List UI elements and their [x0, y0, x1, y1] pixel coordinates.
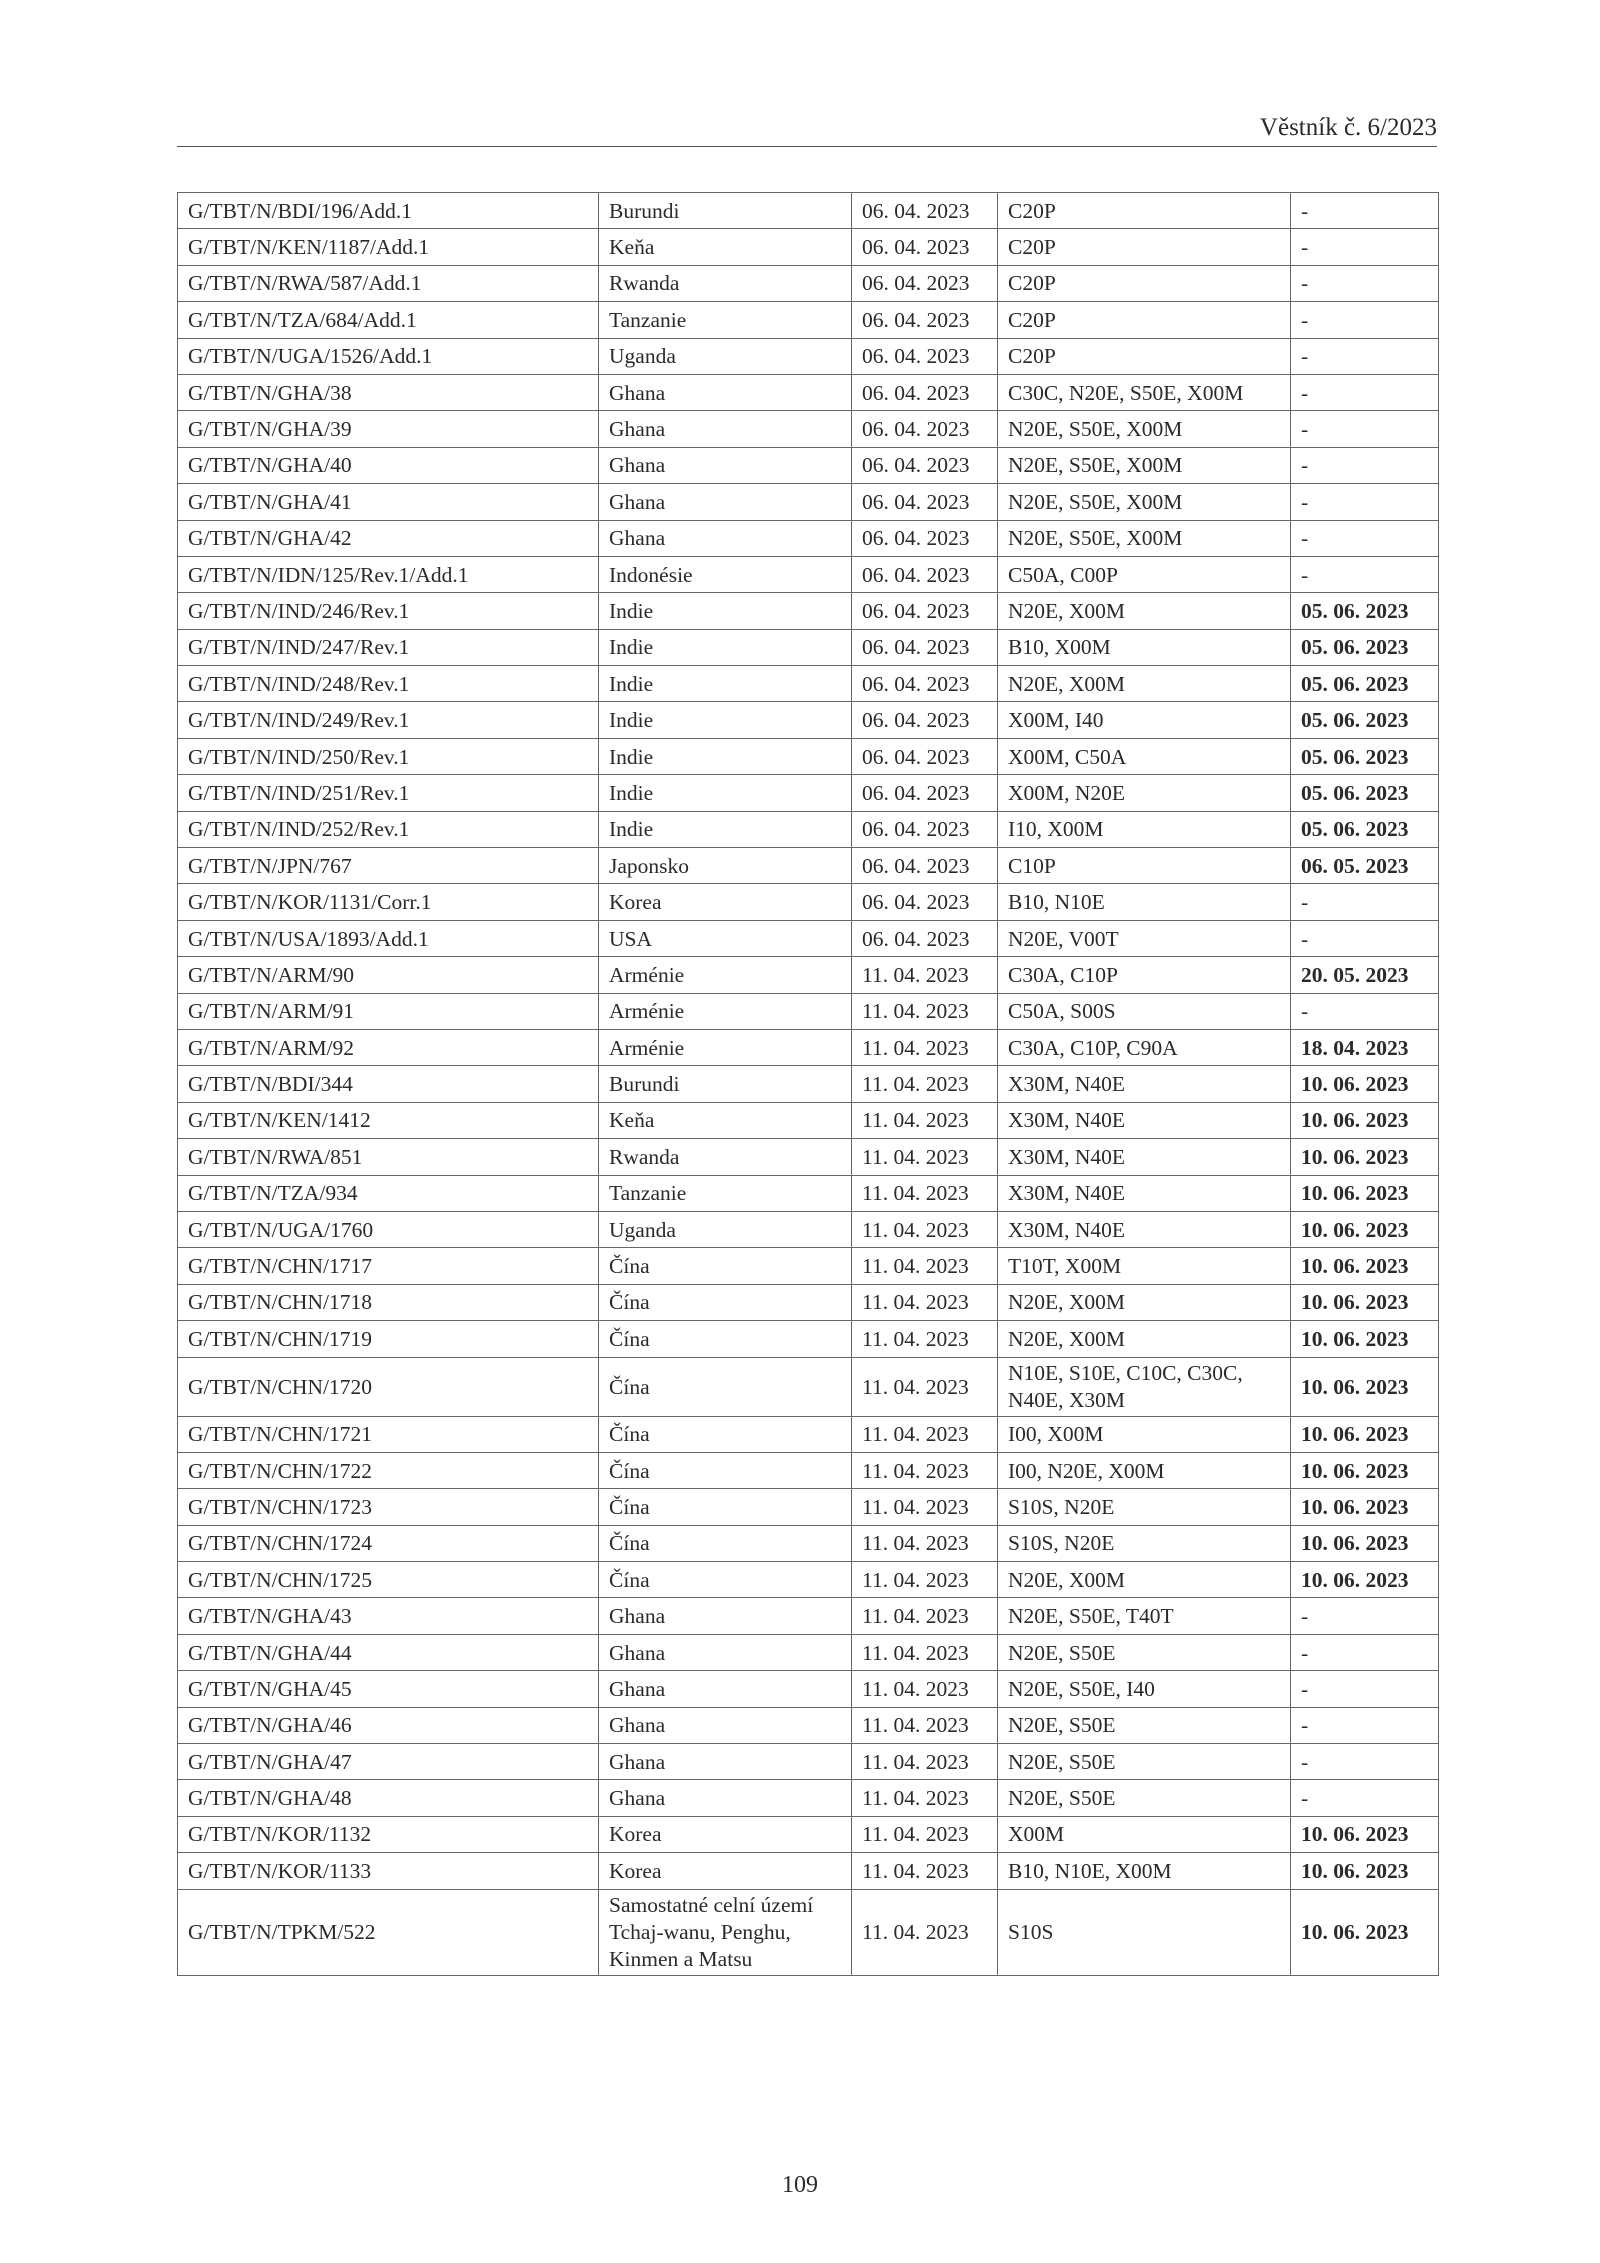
cell-ics-codes: C50A, S00S [998, 993, 1291, 1029]
cell-country: Čína [599, 1284, 852, 1320]
table-row [178, 702, 1439, 738]
cell-country: Čína [599, 1489, 852, 1525]
table-row [178, 1707, 1439, 1743]
cell-notification-date: 06. 04. 2023 [852, 920, 998, 956]
cell-country: Korea [599, 1853, 852, 1889]
table-row [178, 920, 1439, 956]
cell-notification-date: 11. 04. 2023 [852, 1816, 998, 1852]
cell-comment-deadline: - [1291, 520, 1439, 556]
cell-comment-deadline: - [1291, 1744, 1439, 1780]
cell-notification-date: 06. 04. 2023 [852, 484, 998, 520]
cell-document-symbol: G/TBT/N/TZA/934 [178, 1175, 599, 1211]
cell-comment-deadline: 06. 05. 2023 [1291, 848, 1439, 884]
cell-country: Indie [599, 702, 852, 738]
cell-comment-deadline: 05. 06. 2023 [1291, 593, 1439, 629]
cell-country: Čína [599, 1416, 852, 1452]
table-row [178, 1744, 1439, 1780]
cell-comment-deadline: - [1291, 993, 1439, 1029]
cell-country: Ghana [599, 1671, 852, 1707]
cell-ics-codes: B10, N10E [998, 884, 1291, 920]
cell-document-symbol: G/TBT/N/CHN/1724 [178, 1525, 599, 1561]
cell-notification-date: 11. 04. 2023 [852, 1066, 998, 1102]
cell-notification-date: 11. 04. 2023 [852, 1139, 998, 1175]
table-row [178, 193, 1439, 229]
cell-notification-date: 11. 04. 2023 [852, 1029, 998, 1065]
cell-ics-codes: C20P [998, 193, 1291, 229]
table-row [178, 447, 1439, 483]
cell-document-symbol: G/TBT/N/JPN/767 [178, 848, 599, 884]
cell-ics-codes: N20E, S50E [998, 1634, 1291, 1670]
cell-ics-codes: N20E, V00T [998, 920, 1291, 956]
journal-header: Věstník č. 6/2023 [1259, 114, 1437, 141]
cell-notification-date: 06. 04. 2023 [852, 775, 998, 811]
cell-document-symbol: G/TBT/N/KOR/1132 [178, 1816, 599, 1852]
cell-ics-codes: X30M, N40E [998, 1102, 1291, 1138]
table-row [178, 1066, 1439, 1102]
cell-notification-date: 06. 04. 2023 [852, 193, 998, 229]
cell-notification-date: 11. 04. 2023 [852, 1525, 998, 1561]
cell-document-symbol: G/TBT/N/CHN/1717 [178, 1248, 599, 1284]
cell-country: Uganda [599, 1211, 852, 1247]
cell-document-symbol: G/TBT/N/IND/252/Rev.1 [178, 811, 599, 847]
cell-comment-deadline: 05. 06. 2023 [1291, 775, 1439, 811]
table-row [178, 666, 1439, 702]
table-row [178, 1598, 1439, 1634]
table-row [178, 265, 1439, 301]
cell-document-symbol: G/TBT/N/GHA/38 [178, 374, 599, 410]
cell-ics-codes: C30A, C10P [998, 957, 1291, 993]
table-row [178, 775, 1439, 811]
cell-notification-date: 11. 04. 2023 [852, 1744, 998, 1780]
cell-notification-date: 06. 04. 2023 [852, 411, 998, 447]
cell-ics-codes: N20E, X00M [998, 1562, 1291, 1598]
cell-country: Ghana [599, 1707, 852, 1743]
cell-country: Burundi [599, 1066, 852, 1102]
cell-notification-date: 06. 04. 2023 [852, 520, 998, 556]
cell-document-symbol: G/TBT/N/CHN/1721 [178, 1416, 599, 1452]
cell-ics-codes: C20P [998, 302, 1291, 338]
cell-comment-deadline: - [1291, 1780, 1439, 1816]
cell-country: Ghana [599, 1598, 852, 1634]
cell-notification-date: 11. 04. 2023 [852, 1489, 998, 1525]
cell-comment-deadline: 10. 06. 2023 [1291, 1489, 1439, 1525]
table-row [178, 848, 1439, 884]
table-row [178, 1816, 1439, 1852]
cell-country: Čína [599, 1248, 852, 1284]
cell-ics-codes: T10T, X00M [998, 1248, 1291, 1284]
cell-comment-deadline: - [1291, 1634, 1439, 1670]
page-number: 109 [782, 2172, 818, 2198]
cell-country: Indie [599, 775, 852, 811]
cell-document-symbol: G/TBT/N/RWA/851 [178, 1139, 599, 1175]
table-row [178, 1489, 1439, 1525]
cell-document-symbol: G/TBT/N/GHA/39 [178, 411, 599, 447]
cell-comment-deadline: 10. 06. 2023 [1291, 1357, 1439, 1416]
cell-ics-codes: C20P [998, 229, 1291, 265]
cell-notification-date: 06. 04. 2023 [852, 811, 998, 847]
table-row [178, 811, 1439, 847]
cell-ics-codes: C20P [998, 265, 1291, 301]
table-row [178, 1562, 1439, 1598]
cell-comment-deadline: - [1291, 338, 1439, 374]
cell-comment-deadline: 05. 06. 2023 [1291, 666, 1439, 702]
table-row [178, 1284, 1439, 1320]
cell-notification-date: 11. 04. 2023 [852, 1671, 998, 1707]
table-row [178, 411, 1439, 447]
table-row [178, 1029, 1439, 1065]
cell-ics-codes: X30M, N40E [998, 1175, 1291, 1211]
cell-country: Burundi [599, 193, 852, 229]
table-row [178, 1671, 1439, 1707]
cell-ics-codes: B10, X00M [998, 629, 1291, 665]
cell-comment-deadline: 10. 06. 2023 [1291, 1321, 1439, 1357]
cell-country: Čína [599, 1562, 852, 1598]
cell-country: Uganda [599, 338, 852, 374]
cell-comment-deadline: - [1291, 484, 1439, 520]
cell-notification-date: 11. 04. 2023 [852, 993, 998, 1029]
cell-comment-deadline: 10. 06. 2023 [1291, 1284, 1439, 1320]
table-row [178, 957, 1439, 993]
cell-ics-codes: S10S, N20E [998, 1489, 1291, 1525]
cell-comment-deadline: 10. 06. 2023 [1291, 1139, 1439, 1175]
cell-ics-codes: C10P [998, 848, 1291, 884]
cell-document-symbol: G/TBT/N/IND/249/Rev.1 [178, 702, 599, 738]
cell-notification-date: 11. 04. 2023 [852, 1634, 998, 1670]
cell-notification-date: 11. 04. 2023 [852, 1321, 998, 1357]
cell-comment-deadline: 10. 06. 2023 [1291, 1102, 1439, 1138]
cell-document-symbol: G/TBT/N/ARM/90 [178, 957, 599, 993]
cell-ics-codes: X00M [998, 1816, 1291, 1852]
cell-notification-date: 06. 04. 2023 [852, 447, 998, 483]
header-rule [177, 146, 1437, 147]
cell-country: Ghana [599, 374, 852, 410]
cell-notification-date: 11. 04. 2023 [852, 1248, 998, 1284]
cell-ics-codes: N20E, X00M [998, 666, 1291, 702]
cell-country: Čína [599, 1357, 852, 1416]
cell-document-symbol: G/TBT/N/GHA/48 [178, 1780, 599, 1816]
table-row [178, 1357, 1439, 1416]
cell-document-symbol: G/TBT/N/GHA/47 [178, 1744, 599, 1780]
cell-ics-codes: X00M, I40 [998, 702, 1291, 738]
cell-document-symbol: G/TBT/N/BDI/196/Add.1 [178, 193, 599, 229]
cell-document-symbol: G/TBT/N/TPKM/522 [178, 1889, 599, 1975]
cell-comment-deadline: - [1291, 193, 1439, 229]
cell-country: Rwanda [599, 265, 852, 301]
cell-comment-deadline: 10. 06. 2023 [1291, 1889, 1439, 1975]
cell-comment-deadline: - [1291, 447, 1439, 483]
cell-document-symbol: G/TBT/N/USA/1893/Add.1 [178, 920, 599, 956]
cell-ics-codes: C20P [998, 338, 1291, 374]
cell-notification-date: 06. 04. 2023 [852, 556, 998, 592]
cell-ics-codes: X00M, C50A [998, 738, 1291, 774]
table-row [178, 1452, 1439, 1488]
cell-document-symbol: G/TBT/N/ARM/91 [178, 993, 599, 1029]
cell-ics-codes: X30M, N40E [998, 1211, 1291, 1247]
table-row [178, 520, 1439, 556]
cell-comment-deadline: 05. 06. 2023 [1291, 811, 1439, 847]
cell-comment-deadline: 10. 06. 2023 [1291, 1853, 1439, 1889]
cell-ics-codes: C30A, C10P, C90A [998, 1029, 1291, 1065]
cell-document-symbol: G/TBT/N/KEN/1412 [178, 1102, 599, 1138]
cell-comment-deadline: - [1291, 884, 1439, 920]
cell-comment-deadline: - [1291, 229, 1439, 265]
cell-ics-codes: N20E, S50E, X00M [998, 484, 1291, 520]
cell-document-symbol: G/TBT/N/IND/246/Rev.1 [178, 593, 599, 629]
cell-comment-deadline: - [1291, 374, 1439, 410]
cell-country: Tanzanie [599, 302, 852, 338]
cell-comment-deadline: 05. 06. 2023 [1291, 702, 1439, 738]
cell-country: USA [599, 920, 852, 956]
cell-notification-date: 11. 04. 2023 [852, 1889, 998, 1975]
table-row [178, 629, 1439, 665]
cell-ics-codes: N20E, S50E [998, 1707, 1291, 1743]
table-row [178, 884, 1439, 920]
table-row [178, 1525, 1439, 1561]
table-row [178, 593, 1439, 629]
table-row [178, 484, 1439, 520]
cell-notification-date: 06. 04. 2023 [852, 702, 998, 738]
cell-ics-codes: I00, N20E, X00M [998, 1452, 1291, 1488]
cell-ics-codes: X30M, N40E [998, 1066, 1291, 1102]
cell-document-symbol: G/TBT/N/UGA/1760 [178, 1211, 599, 1247]
cell-document-symbol: G/TBT/N/TZA/684/Add.1 [178, 302, 599, 338]
cell-country: Ghana [599, 411, 852, 447]
cell-ics-codes: N20E, X00M [998, 593, 1291, 629]
cell-country: Indie [599, 811, 852, 847]
cell-notification-date: 06. 04. 2023 [852, 302, 998, 338]
cell-ics-codes: N20E, S50E, X00M [998, 447, 1291, 483]
cell-comment-deadline: - [1291, 556, 1439, 592]
cell-notification-date: 06. 04. 2023 [852, 374, 998, 410]
cell-notification-date: 06. 04. 2023 [852, 229, 998, 265]
cell-country: Indie [599, 738, 852, 774]
table-row [178, 1416, 1439, 1452]
cell-document-symbol: G/TBT/N/KOR/1131/Corr.1 [178, 884, 599, 920]
cell-document-symbol: G/TBT/N/CHN/1720 [178, 1357, 599, 1416]
table-row [178, 1139, 1439, 1175]
cell-ics-codes: N20E, S50E, T40T [998, 1598, 1291, 1634]
cell-country: Rwanda [599, 1139, 852, 1175]
cell-ics-codes: N20E, S50E [998, 1744, 1291, 1780]
cell-comment-deadline: - [1291, 302, 1439, 338]
cell-comment-deadline: 10. 06. 2023 [1291, 1175, 1439, 1211]
cell-notification-date: 11. 04. 2023 [852, 1284, 998, 1320]
cell-ics-codes: S10S [998, 1889, 1291, 1975]
cell-comment-deadline: 20. 05. 2023 [1291, 957, 1439, 993]
cell-country: Čína [599, 1452, 852, 1488]
notifications-table [177, 192, 1439, 1976]
cell-document-symbol: G/TBT/N/CHN/1718 [178, 1284, 599, 1320]
table-row [178, 374, 1439, 410]
table-row [178, 1102, 1439, 1138]
cell-ics-codes: C50A, C00P [998, 556, 1291, 592]
cell-ics-codes: S10S, N20E [998, 1525, 1291, 1561]
cell-notification-date: 06. 04. 2023 [852, 338, 998, 374]
cell-document-symbol: G/TBT/N/GHA/44 [178, 1634, 599, 1670]
cell-document-symbol: G/TBT/N/IDN/125/Rev.1/Add.1 [178, 556, 599, 592]
cell-notification-date: 06. 04. 2023 [852, 738, 998, 774]
cell-country: Ghana [599, 484, 852, 520]
cell-ics-codes: X30M, N40E [998, 1139, 1291, 1175]
table-row [178, 1211, 1439, 1247]
cell-document-symbol: G/TBT/N/GHA/46 [178, 1707, 599, 1743]
cell-document-symbol: G/TBT/N/GHA/40 [178, 447, 599, 483]
cell-ics-codes: N20E, S50E [998, 1780, 1291, 1816]
cell-document-symbol: G/TBT/N/RWA/587/Add.1 [178, 265, 599, 301]
cell-document-symbol: G/TBT/N/IND/247/Rev.1 [178, 629, 599, 665]
table-row [178, 1248, 1439, 1284]
table-row [178, 1853, 1439, 1889]
cell-ics-codes: C30C, N20E, S50E, X00M [998, 374, 1291, 410]
cell-ics-codes: N20E, S50E, I40 [998, 1671, 1291, 1707]
cell-comment-deadline: 10. 06. 2023 [1291, 1816, 1439, 1852]
cell-comment-deadline: 10. 06. 2023 [1291, 1452, 1439, 1488]
cell-country: Arménie [599, 1029, 852, 1065]
cell-ics-codes: N10E, S10E, C10C, C30C, N40E, X30M [998, 1357, 1291, 1416]
cell-notification-date: 06. 04. 2023 [852, 593, 998, 629]
table-row [178, 1780, 1439, 1816]
table-row [178, 1321, 1439, 1357]
cell-notification-date: 11. 04. 2023 [852, 1102, 998, 1138]
table-row [178, 229, 1439, 265]
cell-document-symbol: G/TBT/N/UGA/1526/Add.1 [178, 338, 599, 374]
cell-notification-date: 11. 04. 2023 [852, 957, 998, 993]
cell-ics-codes: N20E, S50E, X00M [998, 520, 1291, 556]
cell-country: Indie [599, 666, 852, 702]
cell-country: Indie [599, 629, 852, 665]
cell-notification-date: 11. 04. 2023 [852, 1853, 998, 1889]
cell-document-symbol: G/TBT/N/IND/248/Rev.1 [178, 666, 599, 702]
cell-country: Samostatné celní území Tchaj-wanu, Penghu, Kinmen a Matsu [599, 1889, 852, 1975]
cell-country: Arménie [599, 957, 852, 993]
cell-comment-deadline: 10. 06. 2023 [1291, 1416, 1439, 1452]
cell-notification-date: 11. 04. 2023 [852, 1562, 998, 1598]
cell-notification-date: 11. 04. 2023 [852, 1175, 998, 1211]
cell-country: Ghana [599, 1780, 852, 1816]
cell-ics-codes: X00M, N20E [998, 775, 1291, 811]
cell-comment-deadline: - [1291, 265, 1439, 301]
cell-document-symbol: G/TBT/N/KOR/1133 [178, 1853, 599, 1889]
cell-comment-deadline: 05. 06. 2023 [1291, 629, 1439, 665]
table-row [178, 993, 1439, 1029]
cell-document-symbol: G/TBT/N/CHN/1723 [178, 1489, 599, 1525]
cell-country: Keňa [599, 229, 852, 265]
table-row [178, 1634, 1439, 1670]
cell-document-symbol: G/TBT/N/CHN/1722 [178, 1452, 599, 1488]
cell-comment-deadline: - [1291, 1598, 1439, 1634]
cell-document-symbol: G/TBT/N/IND/250/Rev.1 [178, 738, 599, 774]
cell-notification-date: 06. 04. 2023 [852, 848, 998, 884]
cell-country: Arménie [599, 993, 852, 1029]
table-row [178, 338, 1439, 374]
cell-country: Ghana [599, 520, 852, 556]
cell-ics-codes: N20E, S50E, X00M [998, 411, 1291, 447]
cell-country: Ghana [599, 447, 852, 483]
table-row [178, 302, 1439, 338]
cell-document-symbol: G/TBT/N/KEN/1187/Add.1 [178, 229, 599, 265]
cell-country: Čína [599, 1525, 852, 1561]
cell-notification-date: 11. 04. 2023 [852, 1598, 998, 1634]
cell-comment-deadline: 10. 06. 2023 [1291, 1066, 1439, 1102]
notifications-table-body [178, 193, 1439, 1976]
cell-comment-deadline: - [1291, 1671, 1439, 1707]
cell-notification-date: 11. 04. 2023 [852, 1780, 998, 1816]
table-row [178, 556, 1439, 592]
cell-document-symbol: G/TBT/N/ARM/92 [178, 1029, 599, 1065]
cell-comment-deadline: 10. 06. 2023 [1291, 1525, 1439, 1561]
table-row [178, 738, 1439, 774]
cell-document-symbol: G/TBT/N/GHA/43 [178, 1598, 599, 1634]
cell-document-symbol: G/TBT/N/CHN/1725 [178, 1562, 599, 1598]
cell-document-symbol: G/TBT/N/GHA/41 [178, 484, 599, 520]
cell-country: Ghana [599, 1744, 852, 1780]
cell-ics-codes: N20E, X00M [998, 1284, 1291, 1320]
cell-comment-deadline: 05. 06. 2023 [1291, 738, 1439, 774]
cell-notification-date: 11. 04. 2023 [852, 1357, 998, 1416]
cell-comment-deadline: - [1291, 920, 1439, 956]
cell-country: Japonsko [599, 848, 852, 884]
cell-comment-deadline: 18. 04. 2023 [1291, 1029, 1439, 1065]
cell-notification-date: 06. 04. 2023 [852, 884, 998, 920]
cell-comment-deadline: 10. 06. 2023 [1291, 1248, 1439, 1284]
cell-document-symbol: G/TBT/N/CHN/1719 [178, 1321, 599, 1357]
cell-notification-date: 11. 04. 2023 [852, 1707, 998, 1743]
cell-ics-codes: B10, N10E, X00M [998, 1853, 1291, 1889]
table-row [178, 1889, 1439, 1975]
cell-country: Ghana [599, 1634, 852, 1670]
cell-country: Tanzanie [599, 1175, 852, 1211]
cell-ics-codes: I00, X00M [998, 1416, 1291, 1452]
cell-ics-codes: I10, X00M [998, 811, 1291, 847]
cell-comment-deadline: 10. 06. 2023 [1291, 1562, 1439, 1598]
cell-comment-deadline: 10. 06. 2023 [1291, 1211, 1439, 1247]
cell-document-symbol: G/TBT/N/IND/251/Rev.1 [178, 775, 599, 811]
cell-country: Korea [599, 1816, 852, 1852]
cell-country: Indonésie [599, 556, 852, 592]
cell-ics-codes: N20E, X00M [998, 1321, 1291, 1357]
cell-country: Indie [599, 593, 852, 629]
cell-country: Keňa [599, 1102, 852, 1138]
cell-document-symbol: G/TBT/N/BDI/344 [178, 1066, 599, 1102]
cell-document-symbol: G/TBT/N/GHA/42 [178, 520, 599, 556]
cell-notification-date: 06. 04. 2023 [852, 265, 998, 301]
cell-notification-date: 11. 04. 2023 [852, 1211, 998, 1247]
cell-country: Čína [599, 1321, 852, 1357]
cell-notification-date: 06. 04. 2023 [852, 666, 998, 702]
cell-notification-date: 06. 04. 2023 [852, 629, 998, 665]
cell-notification-date: 11. 04. 2023 [852, 1452, 998, 1488]
cell-document-symbol: G/TBT/N/GHA/45 [178, 1671, 599, 1707]
cell-comment-deadline: - [1291, 1707, 1439, 1743]
cell-notification-date: 11. 04. 2023 [852, 1416, 998, 1452]
cell-comment-deadline: - [1291, 411, 1439, 447]
table-row [178, 1175, 1439, 1211]
cell-country: Korea [599, 884, 852, 920]
